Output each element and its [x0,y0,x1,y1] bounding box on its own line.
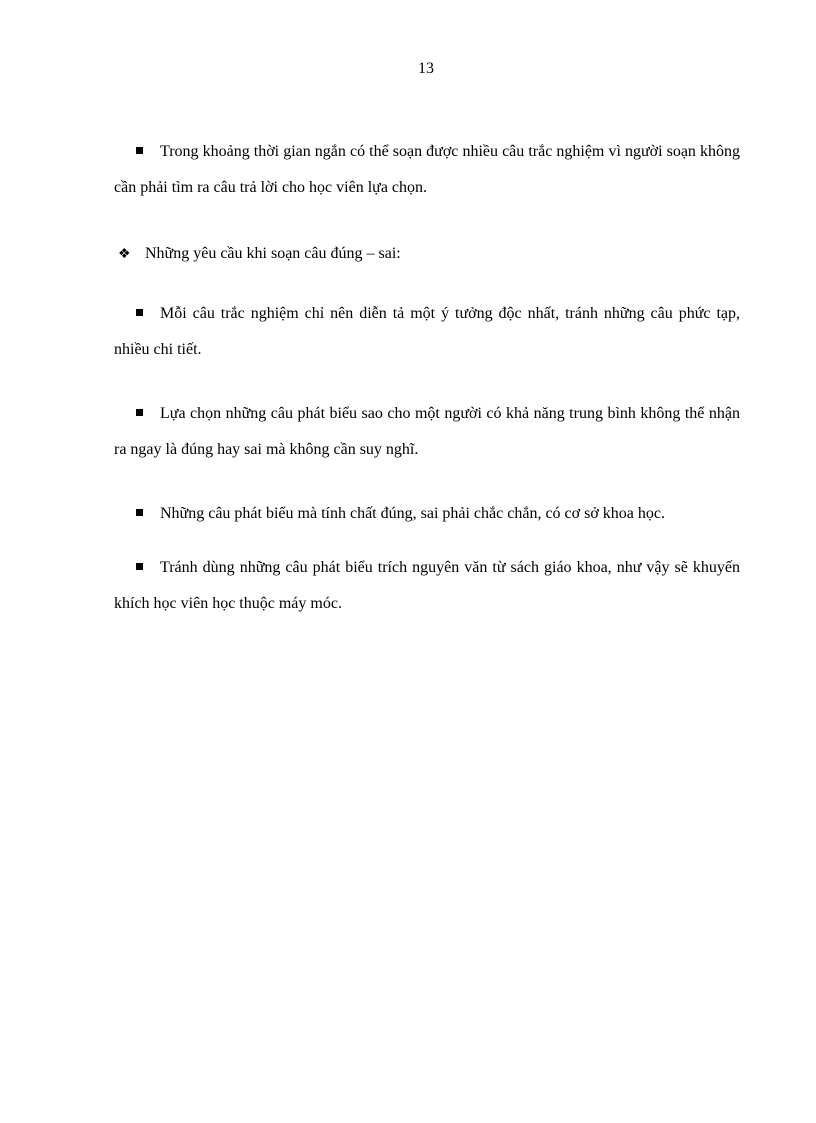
intro-bullet-text: Trong khoảng thời gian ngắn có thể soạn được nhiều câu trắc nghiệm vì người soạn không cần phải tìm ra câu trả lời cho học viên lựa chọn. [114,143,740,196]
requirement-text: Những câu phát biểu mà tính chất đúng, sai phải chắc chắn, có cơ sở khoa học. [160,505,665,522]
requirement-item [114,496,740,532]
four-diamond-icon: ❖ [118,247,131,262]
square-bullet-icon [136,509,143,516]
requirement-text: Tránh dùng những câu phát biểu trích nguyên văn từ sách giáo khoa, như vậy sẽ khuyến khích học viên học thuộc máy móc. [114,559,740,612]
square-bullet-icon [136,147,143,154]
requirement-item [114,396,740,468]
square-bullet-icon [136,409,143,416]
section-heading [114,236,740,273]
requirement-item [114,296,740,368]
section-heading-text: Những yêu cầu khi soạn câu đúng – sai: [145,245,401,262]
page-number: 13 [418,60,434,77]
square-bullet-icon [136,309,143,316]
intro-bullet-item [114,134,740,206]
square-bullet-icon [136,563,143,570]
requirement-text: Lựa chọn những câu phát biểu sao cho một người có khả năng trung bình không thể nhận ra ngay là đúng hay sai mà không cần suy nghĩ. [114,405,740,458]
requirement-text: Mỗi câu trắc nghiệm chỉ nên diễn tả một ý tưởng độc nhất, tránh những câu phức tạp, nhiều chi tiết. [114,305,740,358]
requirement-item [114,550,740,622]
